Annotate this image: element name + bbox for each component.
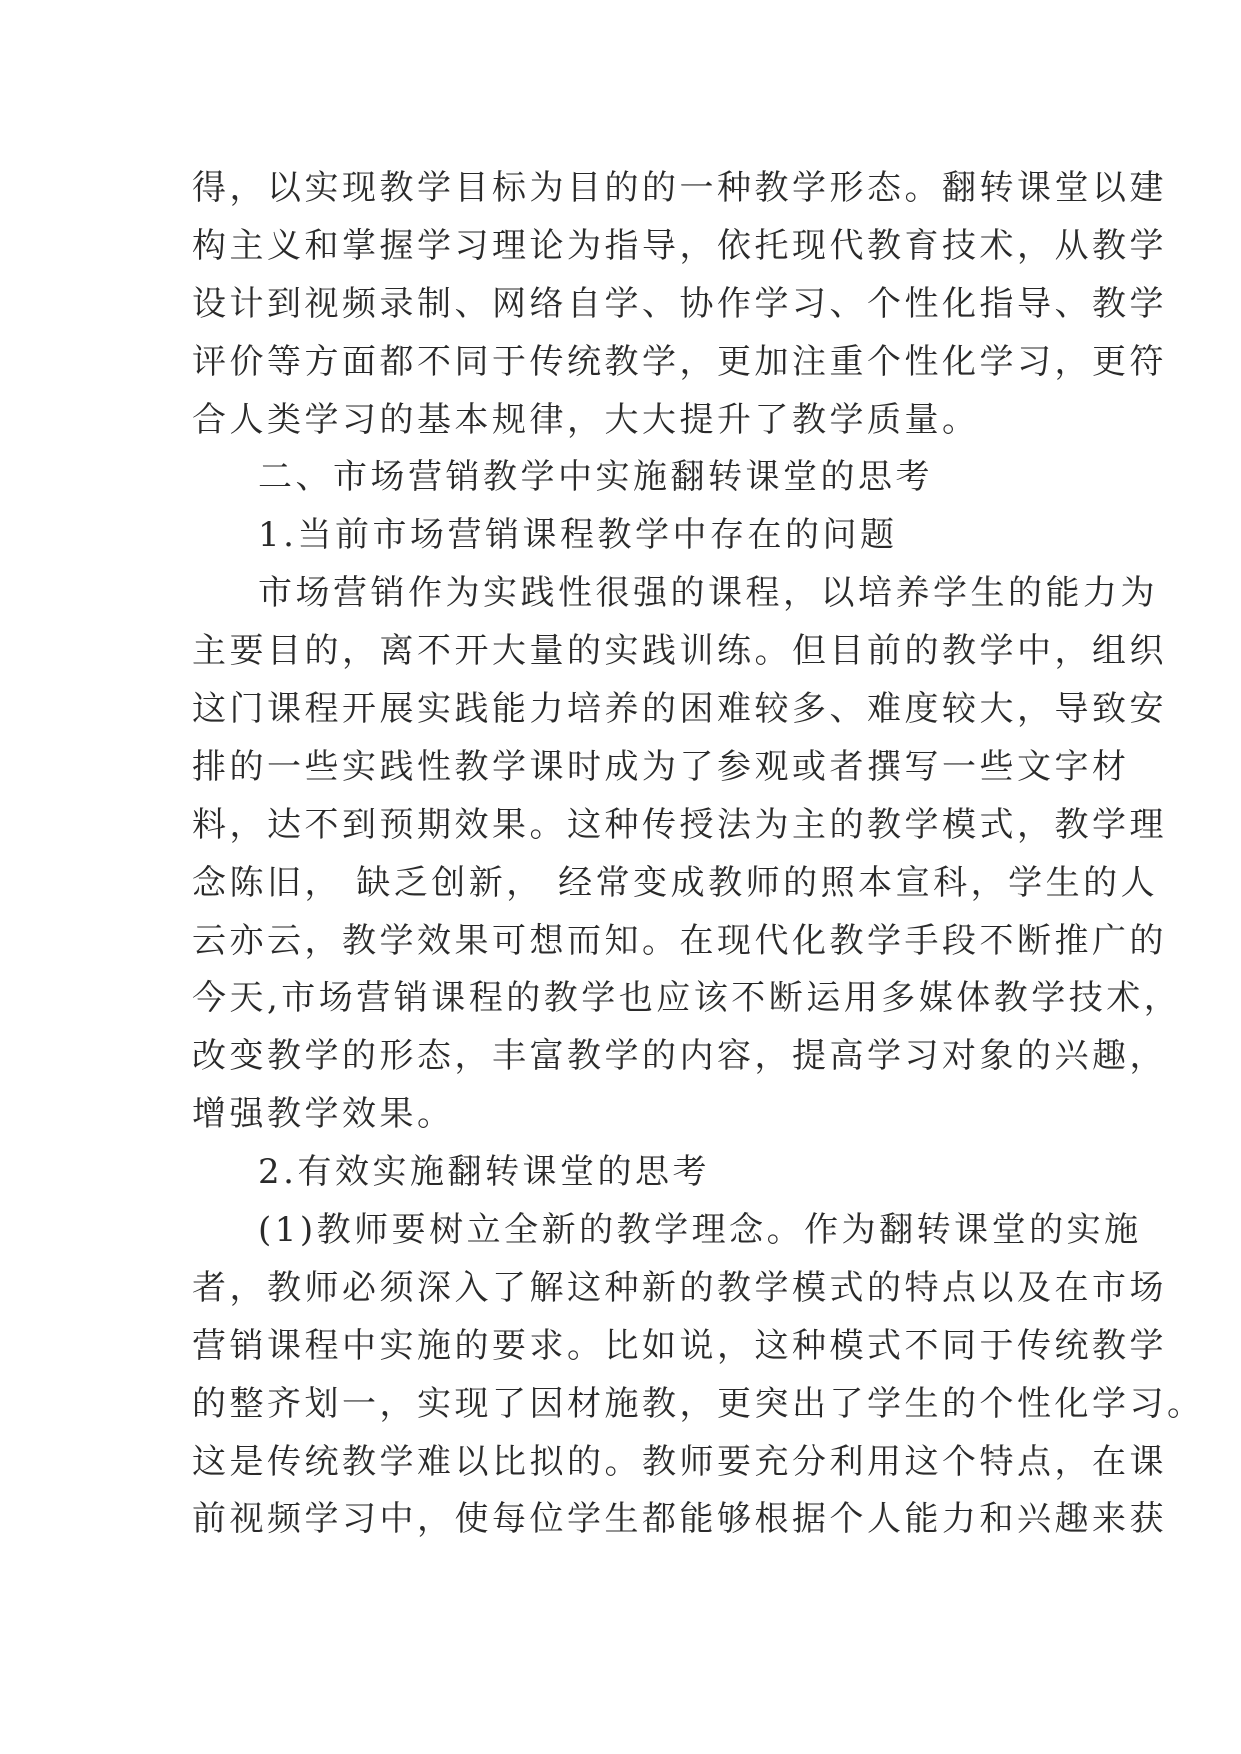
text-line: 得，以实现教学目标为目的的一种教学形态。翻转课堂以建 — [192, 168, 1167, 208]
text-line: 营销课程中实施的要求。比如说，这种模式不同于传统教学 — [192, 1325, 1167, 1366]
text-line: 评价等方面都不同于传统教学，更加注重个性化学习，更符 — [192, 341, 1167, 382]
body-text — [192, 160, 1205, 1549]
subsection-heading: 2.有效实施翻转课堂的思考 — [258, 1152, 710, 1193]
text-line: 改变教学的形态，丰富教学的内容，提高学习对象的兴趣， — [192, 1036, 1167, 1077]
text-line: 设计到视频录制、网络自学、协作学习、个性化指导、教学 — [192, 283, 1167, 324]
text-line: 排的一些实践性教学课时成为了参观或者撰写一些文字材 — [192, 746, 1130, 787]
text-line: 增强教学效果。 — [192, 1094, 455, 1135]
text-line: 料，达不到预期效果。这种传授法为主的教学模式，教学理 — [192, 804, 1167, 845]
text-line: 的整齐划一，实现了因材施教，更突出了学生的个性化学习。 — [192, 1383, 1205, 1424]
text-line: 前视频学习中，使每位学生都能够根据个人能力和兴趣来获 — [192, 1499, 1167, 1540]
text-line: 合人类学习的基本规律，大大提升了教学质量。 — [192, 399, 980, 440]
section-heading: 二、市场营销教学中实施翻转课堂的思考 — [258, 457, 933, 498]
text-line: 构主义和掌握学习理论为指导，依托现代教育技术，从教学 — [192, 225, 1167, 266]
text-line: 这是传统教学难以比拟的。教师要充分利用这个特点，在课 — [192, 1441, 1167, 1482]
text-line: 者，教师必须深入了解这种新的教学模式的特点以及在市场 — [192, 1267, 1167, 1308]
text-line: 主要目的，离不开大量的实践训练。但目前的教学中，组织 — [192, 631, 1167, 672]
paragraph-start-line: (1)教师要树立全新的教学理念。作为翻转课堂的实施 — [258, 1210, 1142, 1251]
paragraph-start-line: 市场营销作为实践性很强的课程，以培养学生的能力为 — [258, 573, 1158, 614]
subsection-heading: 1.当前市场营销课程教学中存在的问题 — [258, 515, 898, 556]
text-line: 这门课程开展实践能力培养的困难较多、难度较大，导致安 — [192, 689, 1167, 730]
text-line: 念陈旧， 缺乏创新， 经常变成教师的照本宣科，学生的人 — [192, 862, 1159, 903]
text-line: 云亦云，教学效果可想而知。在现代化教学手段不断推广的 — [192, 920, 1167, 961]
text-line: 今天,市场营销课程的教学也应该不断运用多媒体教学技术， — [192, 978, 1182, 1019]
